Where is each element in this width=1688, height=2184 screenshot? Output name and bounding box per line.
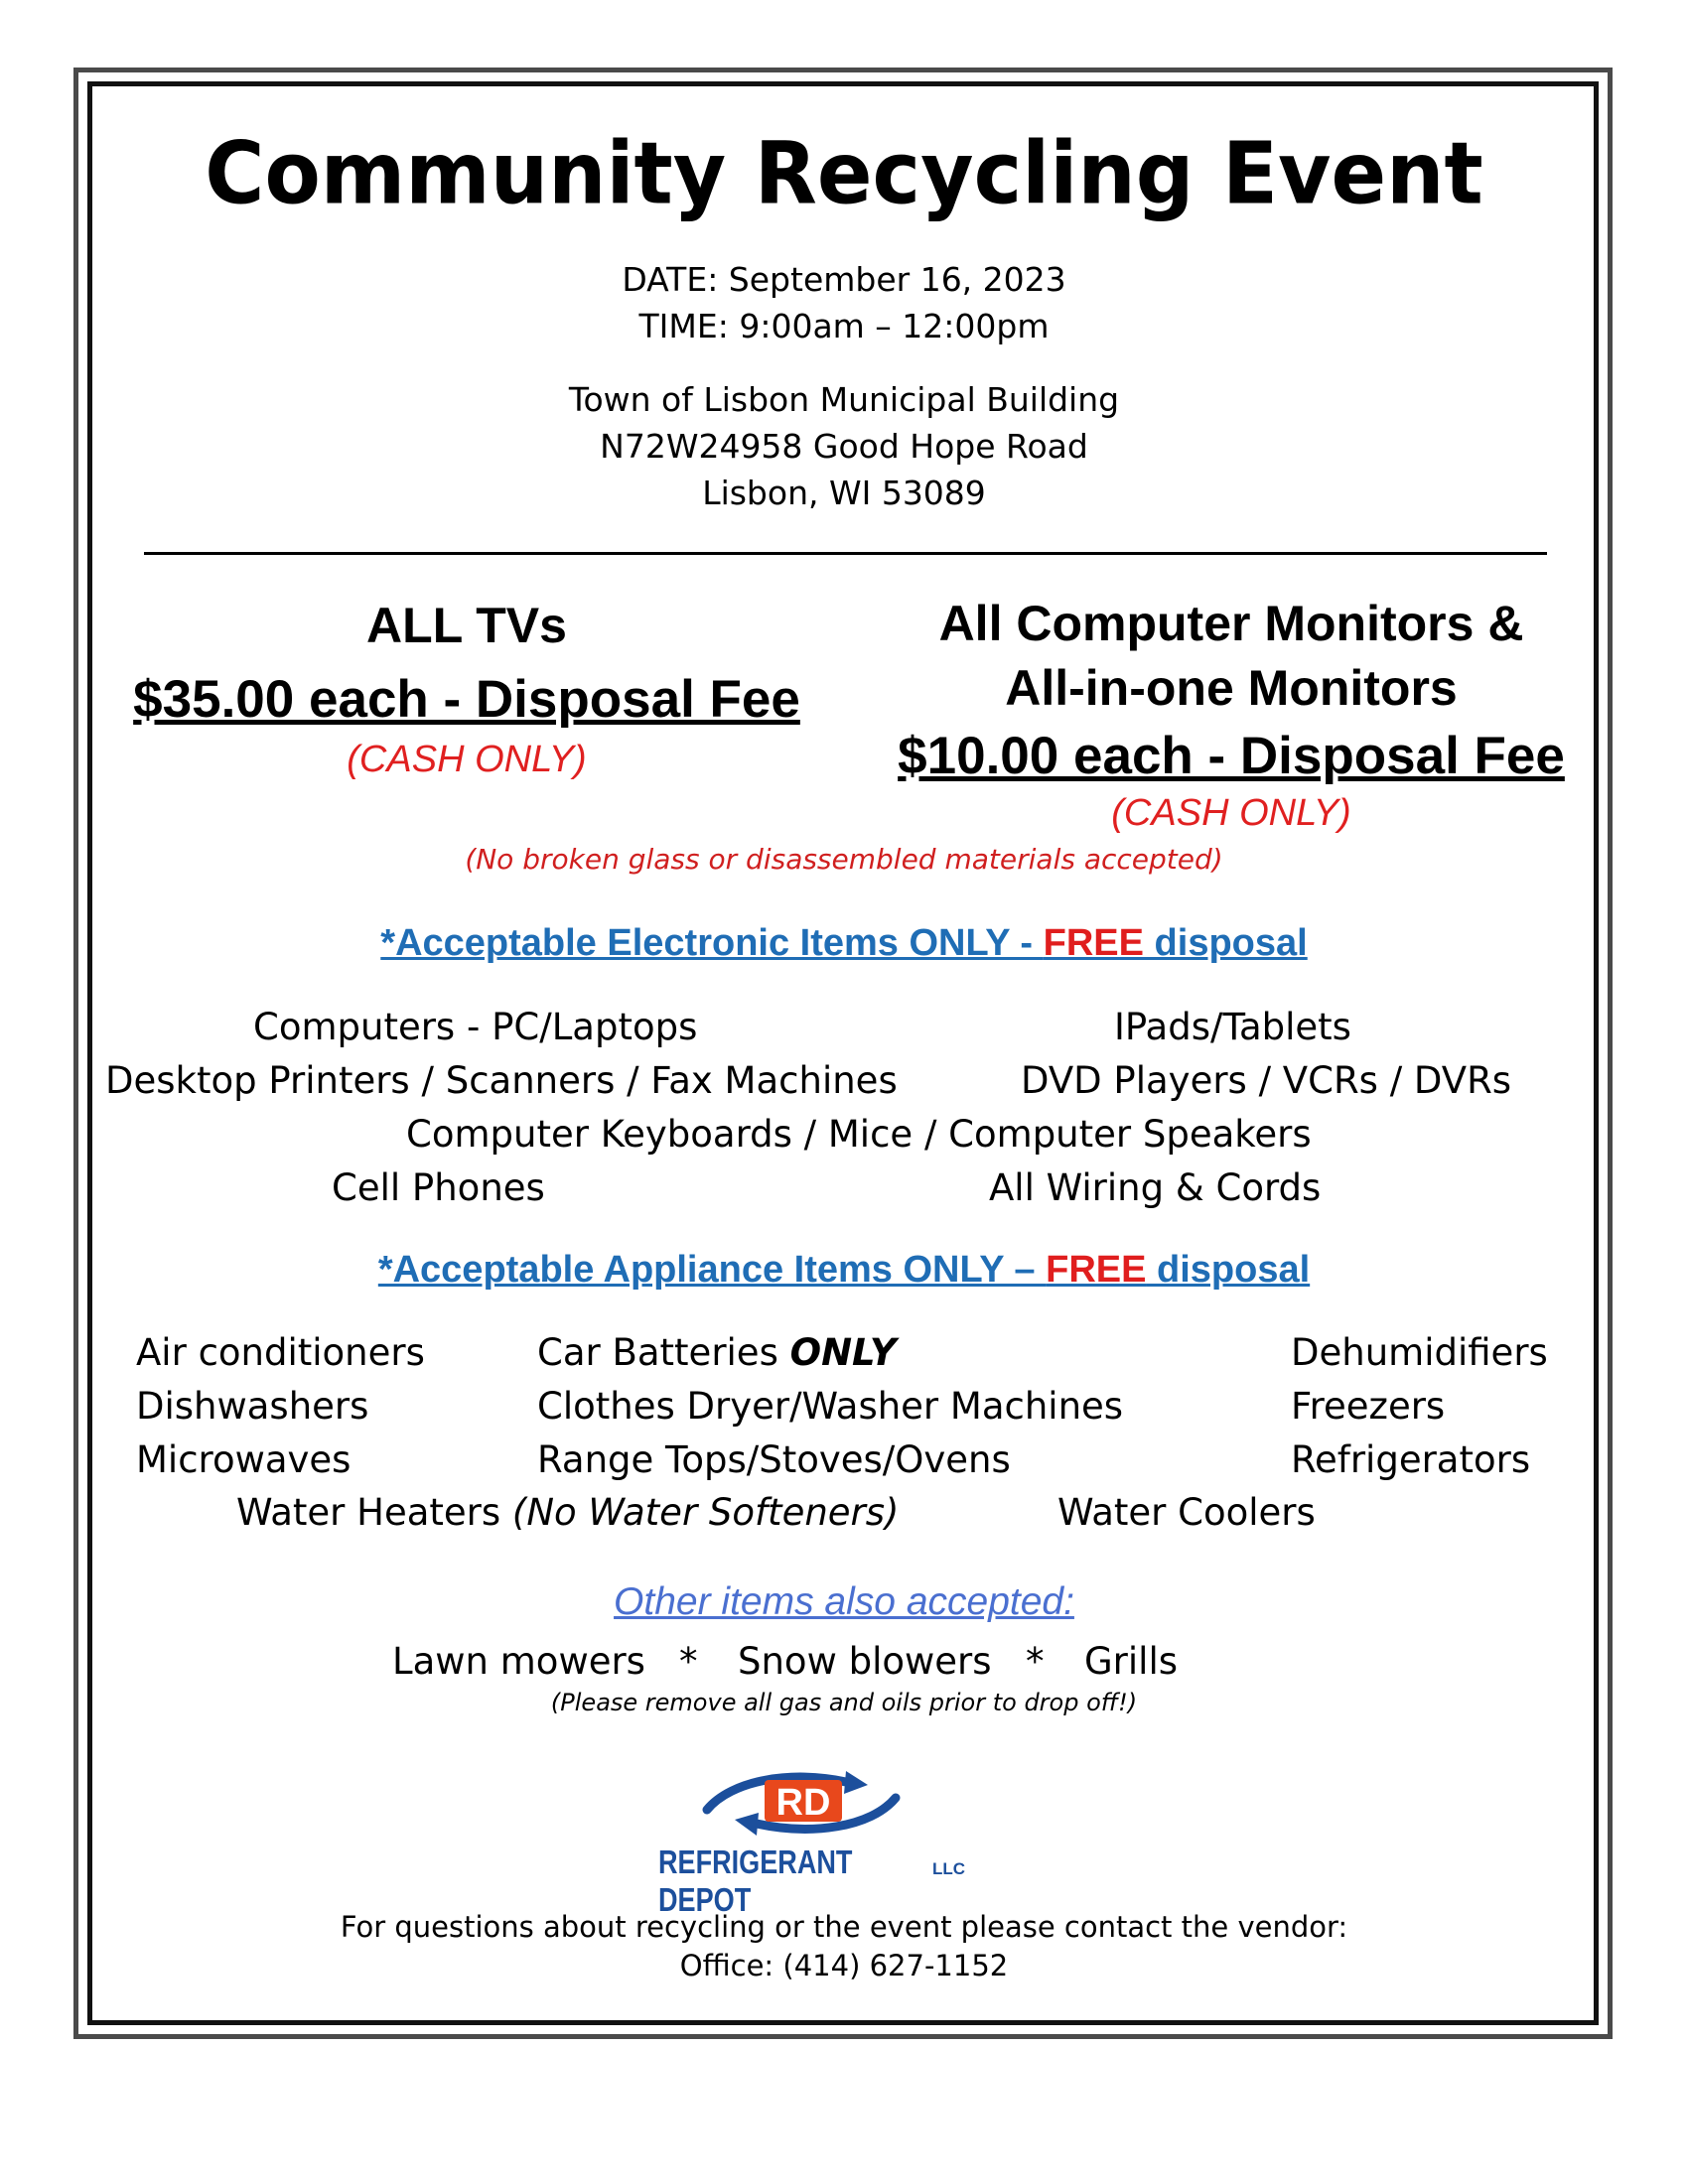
vendor-logo <box>658 1762 1003 1918</box>
event-date: DATE: September 16, 2023 <box>622 260 1066 299</box>
appliance-item: Microwaves <box>136 1438 352 1481</box>
event-venue: Town of Lisbon Municipal Building <box>568 380 1120 419</box>
monitor-fee-title-2: All-in-one Monitors <box>1005 660 1458 716</box>
page-inner-border <box>87 81 1599 2025</box>
monitor-fee-payment: (CASH ONLY) <box>1111 792 1351 834</box>
contact-line: For questions about recycling or the event please contact the vendor: <box>340 1910 1348 1944</box>
appliance-item: Freezers <box>1291 1385 1446 1428</box>
electronic-item: IPads/Tablets <box>1114 1006 1351 1048</box>
appliance-item: Water Coolers <box>1057 1491 1316 1534</box>
electronic-item: All Wiring & Cords <box>989 1166 1322 1209</box>
vendor-llc: LLC <box>932 1859 966 1878</box>
appliances-heading: *Acceptable Appliance Items ONLY – FREE disposal <box>377 1249 1311 1291</box>
event-city: Lisbon, WI 53089 <box>702 474 986 512</box>
other-item: Grills <box>1084 1640 1178 1683</box>
appliance-item: Range Tops/Stoves/Ovens <box>537 1438 1011 1481</box>
event-time: TIME: 9:00am – 12:00pm <box>638 307 1050 345</box>
glass-note: (No broken glass or disassembled materials accepted) <box>465 843 1223 876</box>
other-items-heading: Other items also accepted: <box>614 1580 1074 1623</box>
other-item: Lawn mowers <box>392 1640 645 1683</box>
logo-mark-icon <box>697 1762 906 1840</box>
electronic-item: Cell Phones <box>332 1166 545 1209</box>
contact-phone: Office: (414) 627-1152 <box>679 1949 1009 1982</box>
fuel-note: (Please remove all gas and oils prior to drop off!) <box>550 1689 1138 1716</box>
electronics-heading: *Acceptable Electronic Items ONLY - FREE disposal <box>380 922 1308 964</box>
electronic-item: Computers - PC/Laptops <box>253 1006 698 1048</box>
page-border <box>73 68 1613 2039</box>
divider <box>144 552 1547 555</box>
appliance-item: Car Batteries ONLY <box>537 1331 897 1374</box>
monitor-fee-price: $10.00 each - Disposal Fee <box>898 727 1565 785</box>
other-item: Snow blowers <box>738 1640 992 1683</box>
page-title: Community Recycling Event <box>205 124 1483 224</box>
vendor-name: REFRIGERANT DEPOT <box>658 1843 853 1918</box>
appliance-item: Dehumidifiers <box>1291 1331 1548 1374</box>
tv-fee-price: $35.00 each - Disposal Fee <box>133 670 800 729</box>
electronic-item: Desktop Printers / Scanners / Fax Machines <box>105 1059 898 1102</box>
separator-star: * <box>1026 1640 1045 1683</box>
tv-fee-title: ALL TVs <box>366 598 567 653</box>
electronic-item: DVD Players / VCRs / DVRs <box>1021 1059 1512 1102</box>
logo-monogram: RD <box>775 1782 831 1824</box>
appliance-item: Clothes Dryer/Washer Machines <box>537 1385 1124 1428</box>
electronic-item: Computer Keyboards / Mice / Computer Speakers <box>406 1113 1312 1156</box>
appliance-item: Water Heaters (No Water Softeners) <box>236 1491 900 1534</box>
event-street: N72W24958 Good Hope Road <box>600 427 1088 466</box>
monitor-fee-title-1: All Computer Monitors & <box>938 596 1524 651</box>
appliance-item: Refrigerators <box>1291 1438 1531 1481</box>
separator-star: * <box>679 1640 698 1683</box>
appliance-item: Dishwashers <box>136 1385 369 1428</box>
appliance-item: Air conditioners <box>136 1331 425 1374</box>
tv-fee-payment: (CASH ONLY) <box>347 739 587 780</box>
